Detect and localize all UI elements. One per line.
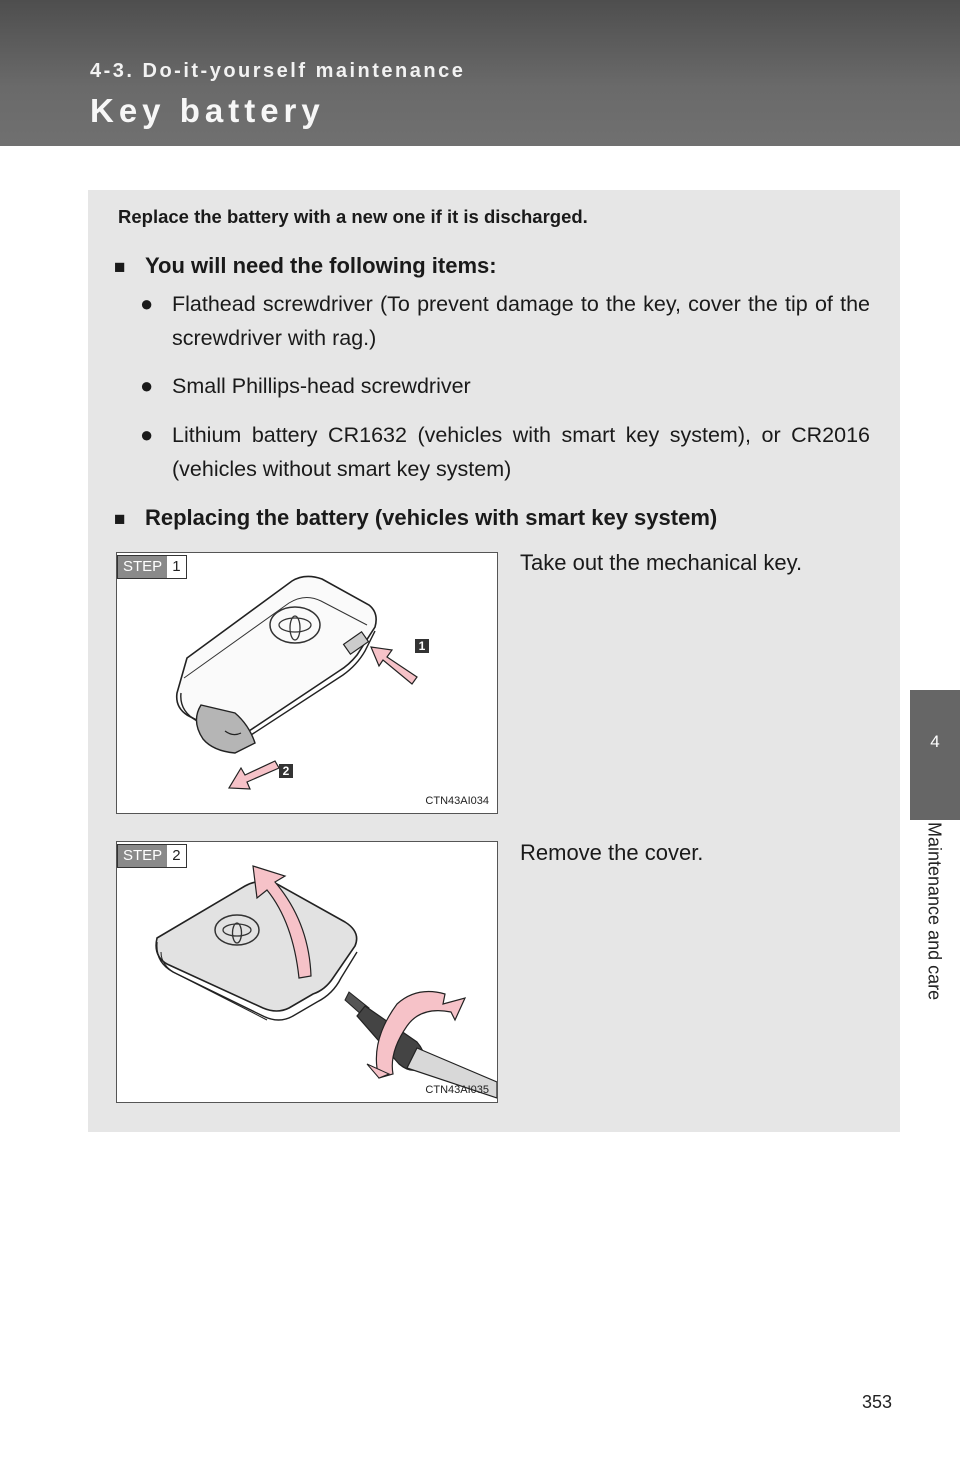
- round-bullet-icon: ●: [140, 291, 154, 316]
- chapter-caption-text: Maintenance and care: [924, 822, 945, 1001]
- step1-figure: [116, 552, 498, 814]
- smart-key-illustration: [117, 553, 497, 813]
- square-bullet-icon: ■: [114, 509, 126, 530]
- list-item: [140, 369, 870, 403]
- list-item: [140, 287, 870, 355]
- section-label: 4-3. Do-it-yourself maintenance: [90, 60, 466, 82]
- page-title: Key battery: [90, 92, 325, 129]
- figure-code: CTN43AI035: [425, 1084, 489, 1096]
- items-heading-text: You will need the following items:: [145, 253, 497, 278]
- page-number: 353: [862, 1392, 893, 1412]
- step1-text: Take out the mechanical key.: [520, 550, 803, 575]
- step-number: 2: [167, 845, 185, 867]
- replace-heading-text: Replacing the battery (vehicles with smart key system): [145, 505, 718, 530]
- square-bullet-icon: ■: [114, 257, 126, 278]
- step-label: STEP: [118, 556, 167, 578]
- list-item-text: Small Phillips-head screwdriver: [172, 374, 471, 398]
- figure-code: CTN43AI034: [425, 795, 489, 807]
- list-item-text: Lithium battery CR1632 (vehicles with smart key system), or CR2016 (vehicles without smart key system): [172, 423, 870, 481]
- header-band: [0, 0, 960, 146]
- step2-text: Remove the cover.: [520, 840, 704, 865]
- list-item-text: Flathead screwdriver (To prevent damage to the key, cover the tip of the screwdriver with rag.): [172, 292, 870, 350]
- round-bullet-icon: ●: [140, 422, 154, 447]
- step-number: 1: [167, 556, 185, 578]
- chapter-tab: [910, 690, 960, 820]
- callout-1: 1: [418, 639, 426, 653]
- replace-heading: [114, 505, 717, 531]
- chapter-caption: [914, 822, 954, 1032]
- chapter-number: 4: [930, 732, 940, 751]
- step-label: STEP: [118, 845, 167, 867]
- remove-cover-illustration: [117, 842, 497, 1102]
- callout-2: 2: [282, 764, 290, 778]
- step2-figure: [116, 841, 498, 1103]
- items-heading: [114, 253, 497, 279]
- intro-text: Replace the battery with a new one if it is discharged.: [118, 206, 588, 227]
- list-item: [140, 418, 870, 486]
- round-bullet-icon: ●: [140, 373, 154, 398]
- content-panel: [88, 190, 900, 1132]
